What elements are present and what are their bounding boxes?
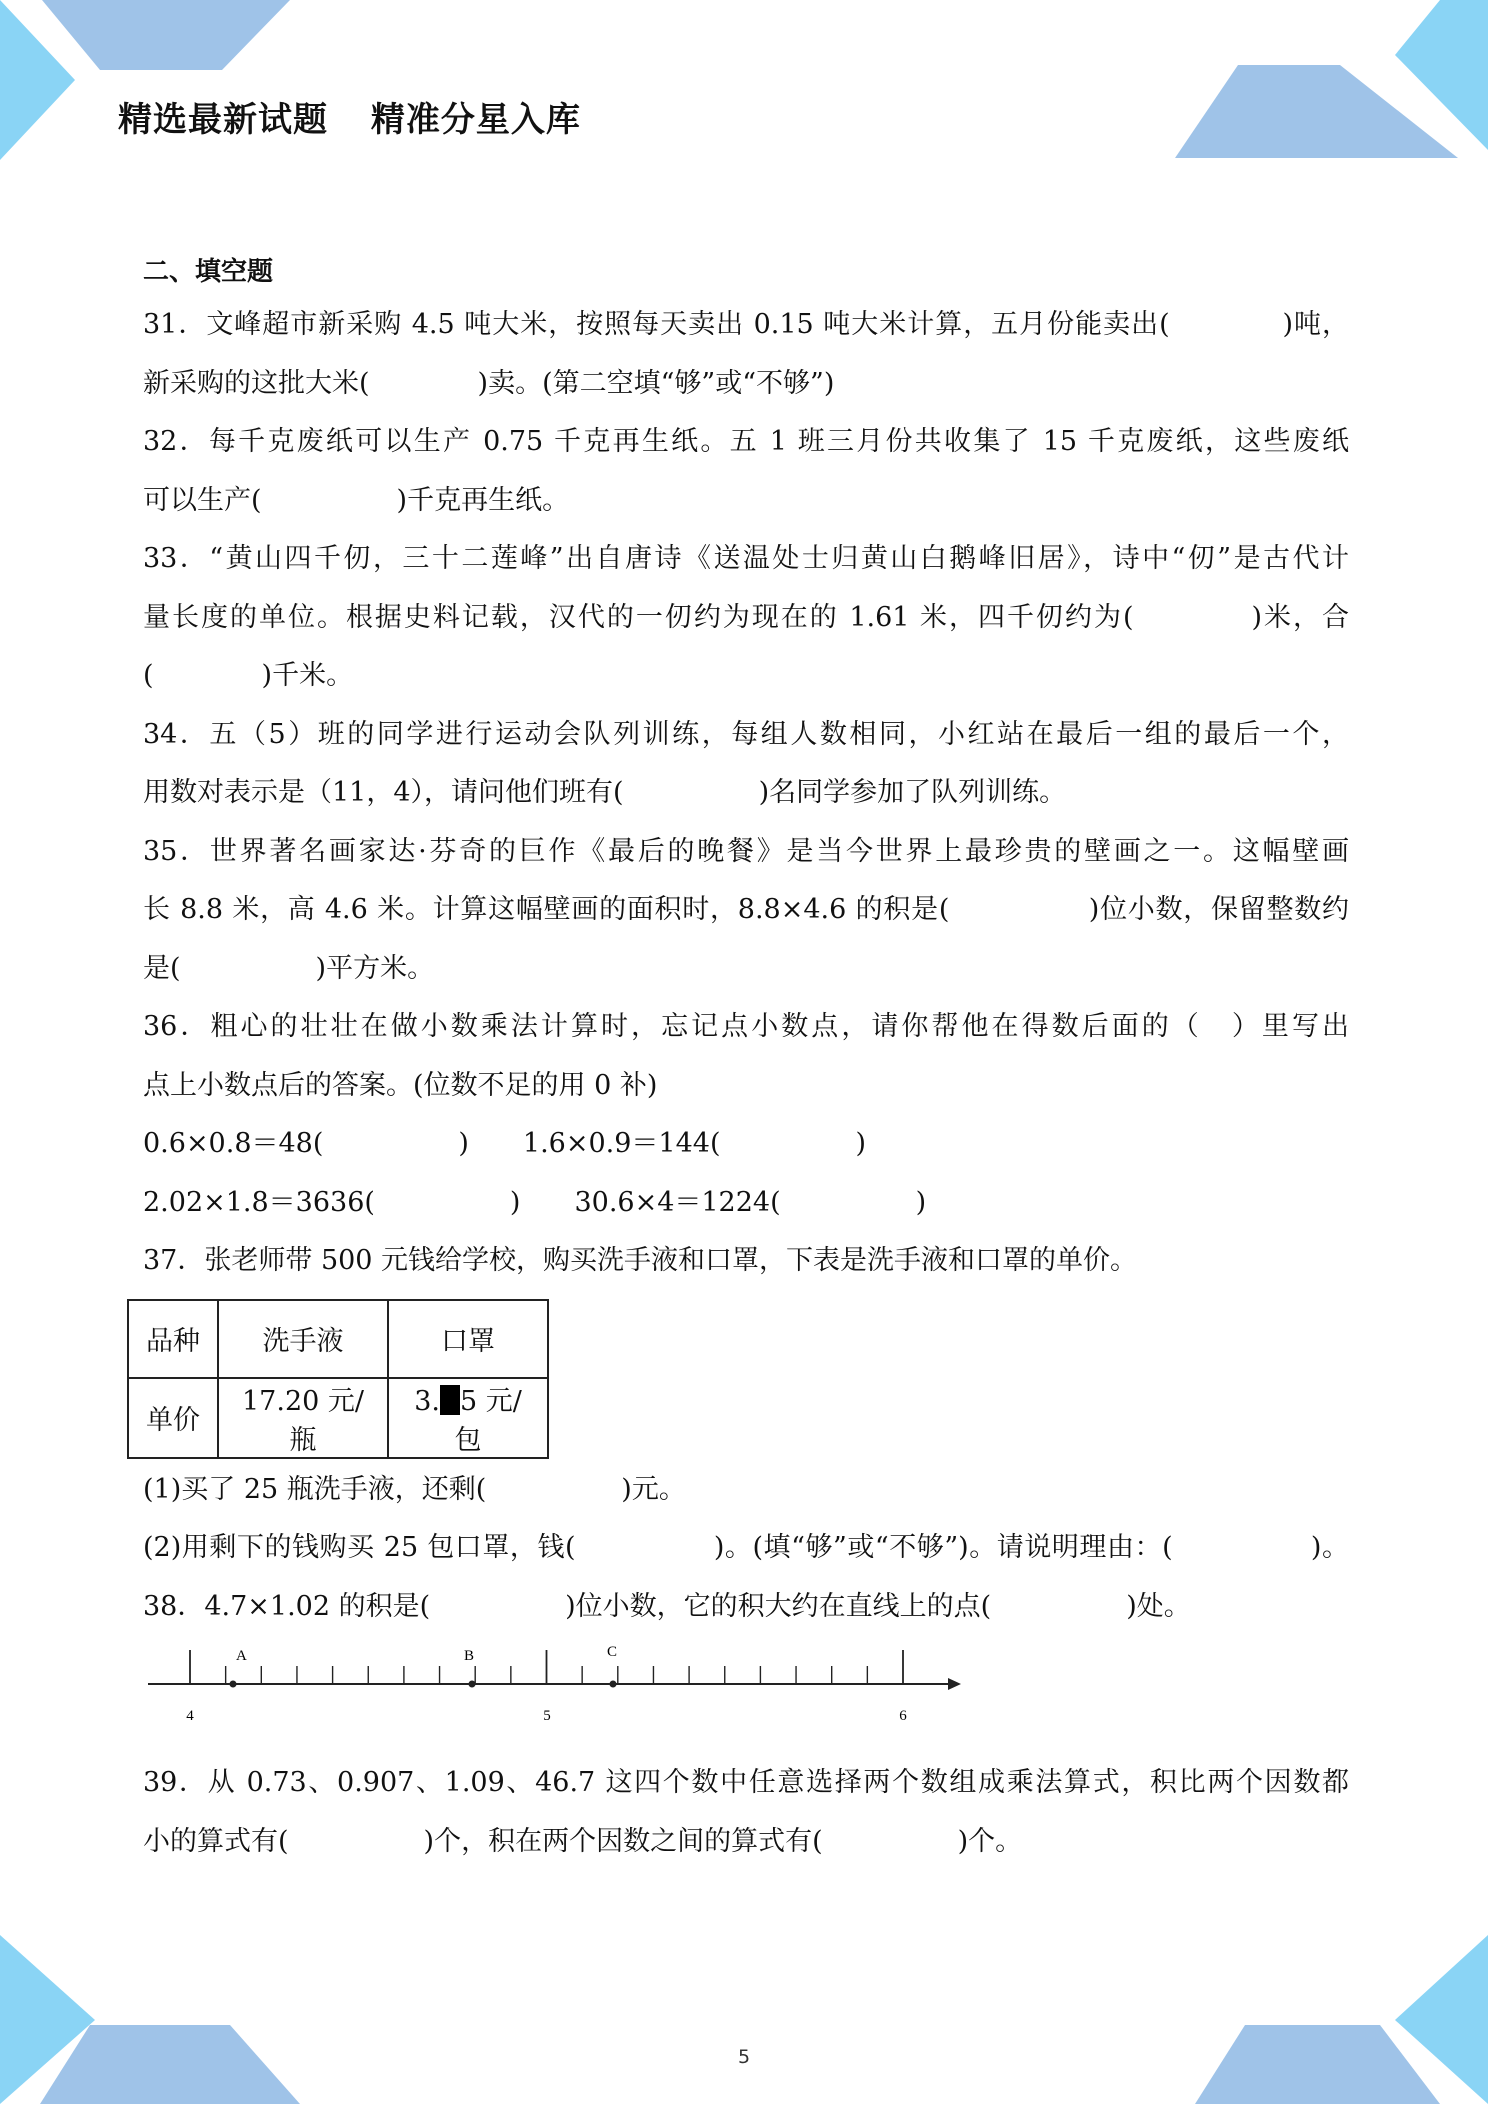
question-39-line-2: 小的算式有( )个，积在两个因数之间的算式有( )个。 [143,1825,1023,1857]
table-row [128,1378,548,1458]
mask-price-prefix: 3. [414,1385,440,1417]
question-35-line-1: 35．世界著名画家达·芬奇的巨作《最后的晚餐》是当今世界上最珍贵的壁画之一。这幅壁画 [143,835,1349,867]
mask-price-suffix: 5 元/包 [454,1385,522,1456]
point-label-b: B [464,1648,475,1664]
question-37-part-2: (2)用剩下的钱购买 25 包口罩，钱( )。(填“够”或“不够”)。请说明理由：( )。 [143,1532,1349,1563]
tick-label-5: 5 [543,1708,551,1724]
header-title: 精选最新试题 精准分星入库 [118,100,581,140]
deco-top-left-trapezoid [42,0,290,70]
deco-top-right-trapezoid [1175,65,1458,158]
question-36-line-1: 36．粗心的壮壮在做小数乘法计算时，忘记点小数点，请你帮他在得数后面的（ ）里写出 [143,1011,1349,1042]
table-cell: 单价 [128,1378,218,1458]
tick-label-6: 6 [899,1708,907,1724]
point-label-a: A [236,1648,247,1664]
question-33-line-1: 33．“黄山四千仞，三十二莲峰”出自唐诗《送温处士归黄山白鹅峰旧居》，诗中“仞”是古代计 [143,543,1349,574]
question-35-line-2: 长 8.8 米，高 4.6 米。计算这幅壁画的面积时，8.8×4.6 的积是( )位小数，保留整数约 [143,894,1349,925]
question-33-line-3: ( )千米。 [143,660,354,691]
point-c [610,1681,617,1688]
question-37-line-1: 37．张老师带 500 元钱给学校，购买洗手液和口罩，下表是洗手液和口罩的单价。 [143,1245,1138,1276]
section-heading: 二、填空题 [143,257,274,287]
table-header-cell: 洗手液 [218,1300,388,1378]
question-36-equations-2: 2.02×1.8＝3636( ) 30.6×4＝1224( ) [143,1186,927,1218]
document-body [143,248,1349,1871]
question-36-equations-1: 0.6×0.8＝48( ) 1.6×0.9＝144( ) [143,1128,867,1159]
question-33-line-2: 量长度的单位。根据史料记载，汉代的一仞约为现在的 1.61 米，四千仞约为( )米，合 [143,601,1349,633]
question-34-line-2: 用数对表示是（11，4），请问他们班有( )名同学参加了队列训练。 [143,777,1067,808]
point-a [230,1681,237,1688]
redacted-digit [440,1385,460,1415]
table-cell-mask-price [388,1378,548,1458]
tick-label-4: 4 [186,1708,194,1724]
table-header-cell: 口罩 [388,1300,548,1378]
point-b [469,1681,476,1688]
question-31-line-1: 31．文峰超市新采购 4.5 吨大米，按照每天卖出 0.15 吨大米计算，五月份能卖出( )吨， [143,309,1349,340]
question-39-line-1: 39．从 0.73、0.907、1.09、46.7 这四个数中任意选择两个数组成乘法算式，积比两个因数都 [143,1767,1349,1798]
question-35-line-3: 是( )平方米。 [143,952,435,984]
question-32-line-1: 32．每千克废纸可以生产 0.75 千克再生纸。五 1 班三月份共收集了 15 千克废纸，这些废纸 [143,426,1349,457]
table-cell: 17.20 元/瓶 [218,1378,388,1458]
question-34-line-1: 34．五（5）班的同学进行运动会队列训练，每组人数相同，小红站在最后一组的最后一个， [143,718,1349,750]
page-number: 5 [737,2046,751,2068]
number-line-ticks [190,1650,903,1684]
number-line-figure [143,1642,973,1732]
question-36-line-2: 点上小数点后的答案。(位数不足的用 0 补) [143,1069,658,1101]
point-label-c: C [607,1644,618,1660]
table-header-cell: 品种 [128,1300,218,1378]
question-37-part-1: (1)买了 25 瓶洗手液，还剩( )元。 [143,1473,686,1505]
question-38-line-1: 38．4.7×1.02 的积是( )位小数，它的积大约在直线上的点( )处。 [143,1590,1191,1622]
number-line-arrow [948,1678,961,1690]
question-32-line-2: 可以生产( )千克再生纸。 [143,484,570,516]
price-table [127,1299,549,1459]
question-31-line-2: 新采购的这批大米( )卖。(第二空填“够”或“不够”) [143,367,835,399]
table-row [128,1300,548,1378]
